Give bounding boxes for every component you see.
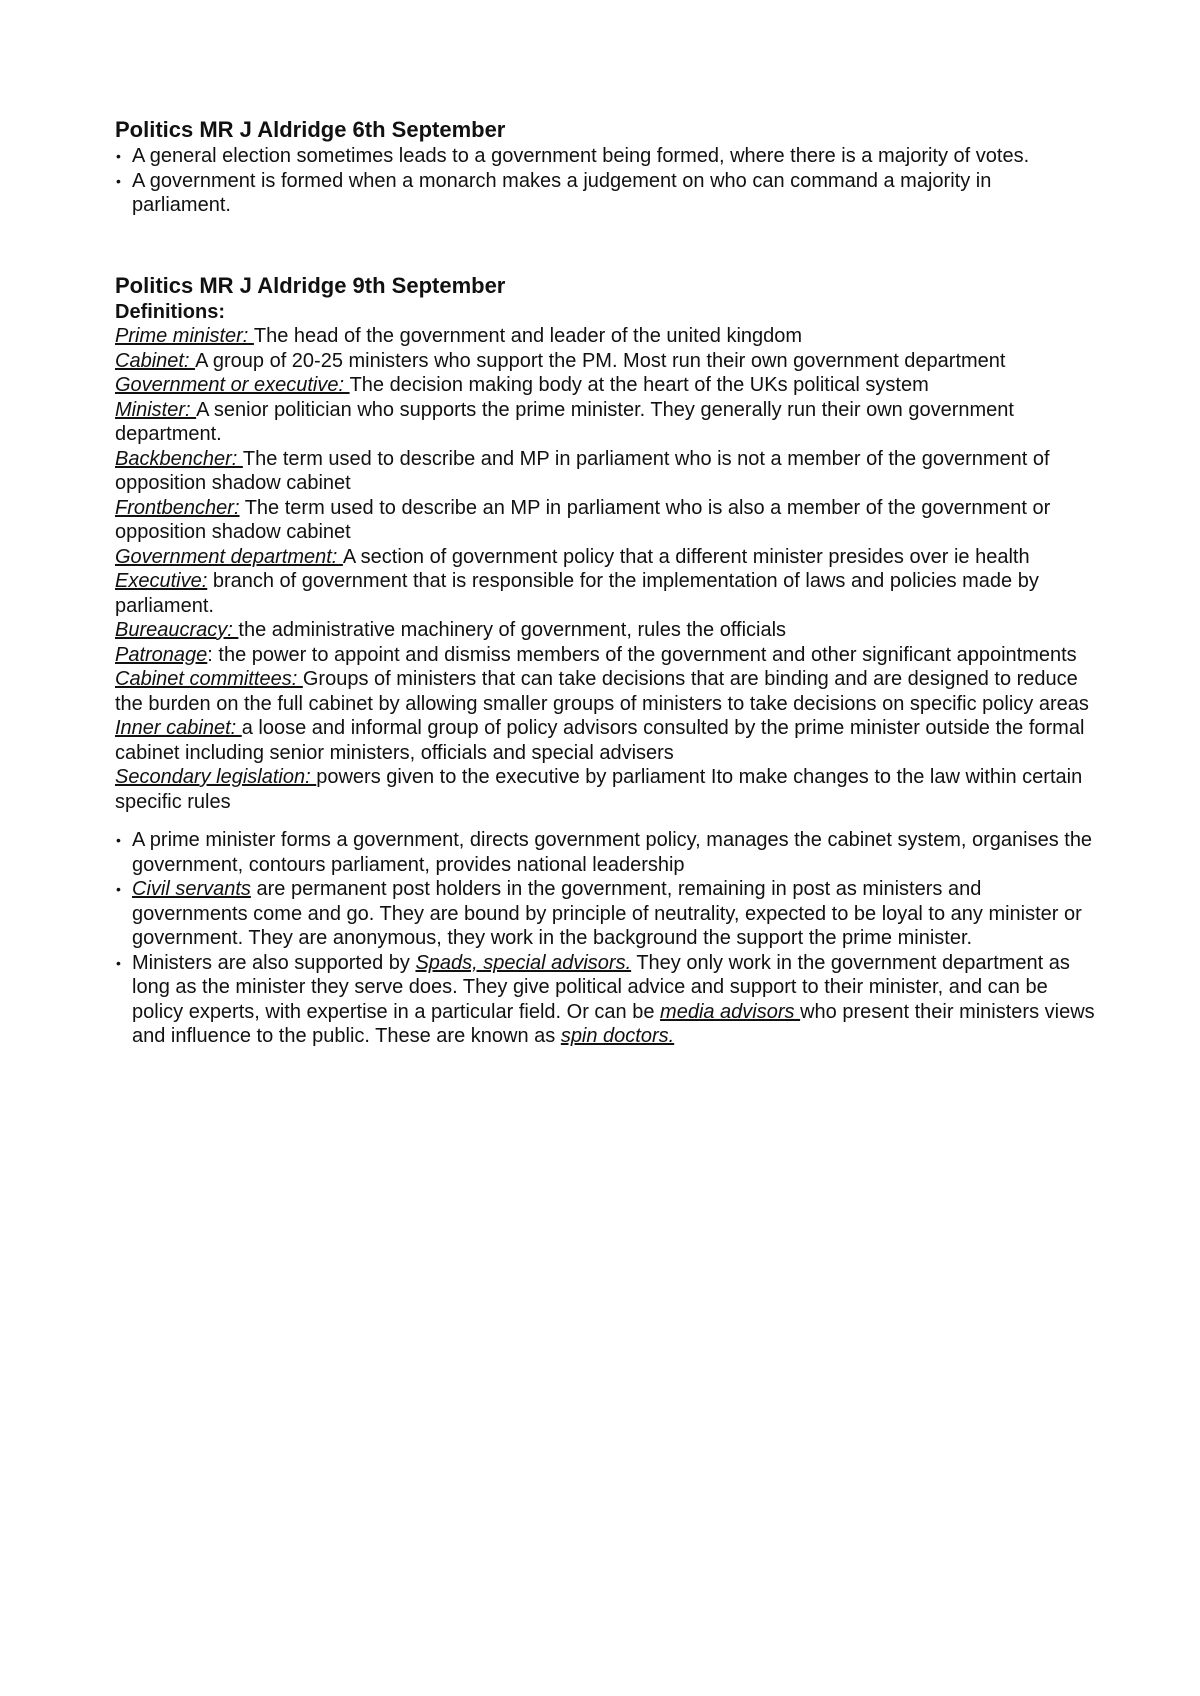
definition-item: [115, 447, 1095, 496]
definition-text: The decision making body at the heart of the UKs political system: [349, 374, 929, 396]
list-item: • A prime minister forms a government, directs government policy, manages the cabinet system, organises the government, contours parliament, provides national leadership: [116, 829, 1093, 876]
list-item: • A government is formed when a monarch makes a judgement on who can command a majority in parliament.: [116, 169, 992, 216]
definition-term: Executive:: [115, 570, 208, 592]
section1-heading: Politics MR J Aldridge 6th September: [115, 117, 506, 142]
definition-item: [115, 643, 1095, 668]
definition-text: A group of 20-25 ministers who support the PM. Most run their own government department: [195, 349, 1006, 372]
bullet-icon: •: [116, 881, 121, 897]
definition-item: [115, 373, 1095, 398]
definition-text: The term used to describe an MP in parliament who is also a member of the government or opposition shadow cabinet: [115, 496, 1051, 543]
media-advisors-term: media advisors: [660, 1000, 801, 1023]
section2-bullet-list: [115, 828, 1095, 1049]
definition-text: A senior politician who supports the prime minister. They generally run their own government department.: [115, 398, 1014, 445]
list-spacer: [115, 814, 1095, 828]
civil-servants-term: Civil servants: [132, 878, 251, 900]
bullet-icon: •: [116, 954, 121, 971]
definitions-list: [115, 324, 1095, 814]
document-content: [115, 116, 1095, 1049]
bullet-icon: •: [116, 148, 121, 164]
definition-text: The term used to describe and MP in parliament who is not a member of the government of opposition shadow cabinet: [115, 447, 1050, 494]
definitions-label: Definitions:: [115, 300, 225, 323]
definition-item: [115, 324, 1095, 349]
definition-term: Prime minister:: [115, 325, 254, 347]
section1-bullet-list: [115, 144, 1095, 218]
definition-item: [115, 496, 1095, 545]
definition-text: : the power to appoint and dismiss members of the government and other significant appointments: [207, 643, 1077, 666]
list-item: • Civil servants are permanent post holders in the government, remaining in post as ministers and governments come and go. They are bound by principle of neutrality, expected to be loyal to any minister or government. They are anonymous, they work in the background the support the prime minister.: [116, 878, 1082, 949]
definition-text: branch of government that is responsible for the implementation of laws and policies made by parliament.: [115, 570, 1039, 617]
section2-heading: Politics MR J Aldridge 9th September: [115, 272, 506, 298]
definition-text: powers given to the executive by parliament Ito make changes to the law within certain specific rules: [115, 766, 1083, 813]
definition-item: [115, 545, 1095, 570]
definition-term: Bureaucracy:: [115, 619, 239, 641]
definition-term: Frontbencher:: [115, 496, 240, 519]
definition-term: Secondary legislation:: [115, 766, 317, 788]
definition-term: Inner cabinet:: [115, 717, 242, 739]
definition-term: Backbencher:: [115, 447, 243, 470]
definition-item: [115, 716, 1095, 765]
definition-term: Government or executive:: [115, 374, 350, 396]
bullet-icon: •: [116, 832, 121, 848]
definition-term: Patronage: [115, 643, 208, 666]
definition-item: [115, 349, 1095, 374]
definition-text: The head of the government and leader of the united kingdom: [253, 325, 803, 347]
definition-item: [115, 618, 1095, 643]
definition-term: Cabinet:: [115, 349, 196, 372]
list-item: • Ministers are also supported by Spads, special advisors. They only work in the government department as long as the minister they serve does. They give political advice and support to their minister, and can be policy experts, with expertise in a particular field. Or can be media advisors who present their ministers views and influence to the public. These are known as spin doctors.: [116, 951, 1095, 1047]
definition-term: Minister:: [115, 398, 197, 421]
bullet-icon: •: [116, 172, 121, 189]
definition-text: Groups of ministers that can take decisions that are binding and are designed to reduce the burden on the full cabinet by allowing smaller groups of ministers to take decisions on specific policy areas: [115, 668, 1089, 715]
list-item: • A general election sometimes leads to a government being formed, where there is a majority of votes.: [116, 145, 1030, 167]
definition-text: A section of government policy that a different minister presides over ie health: [342, 545, 1030, 568]
definition-item: [115, 765, 1095, 814]
definition-term: Government department:: [115, 545, 343, 568]
definition-term: Cabinet committees:: [115, 668, 303, 690]
spin-doctors-term: spin doctors.: [560, 1025, 675, 1047]
definition-item: [115, 569, 1095, 618]
definition-text: a loose and informal group of policy advisors consulted by the prime minister outside the formal cabinet including senior ministers, officials and special advisers: [115, 717, 1085, 764]
definition-item: [115, 667, 1095, 716]
definition-item: [115, 398, 1095, 447]
spads-term: Spads, special advisors.: [415, 951, 632, 974]
definition-text: the administrative machinery of government, rules the officials: [238, 619, 787, 641]
section-spacer: [115, 218, 1095, 272]
